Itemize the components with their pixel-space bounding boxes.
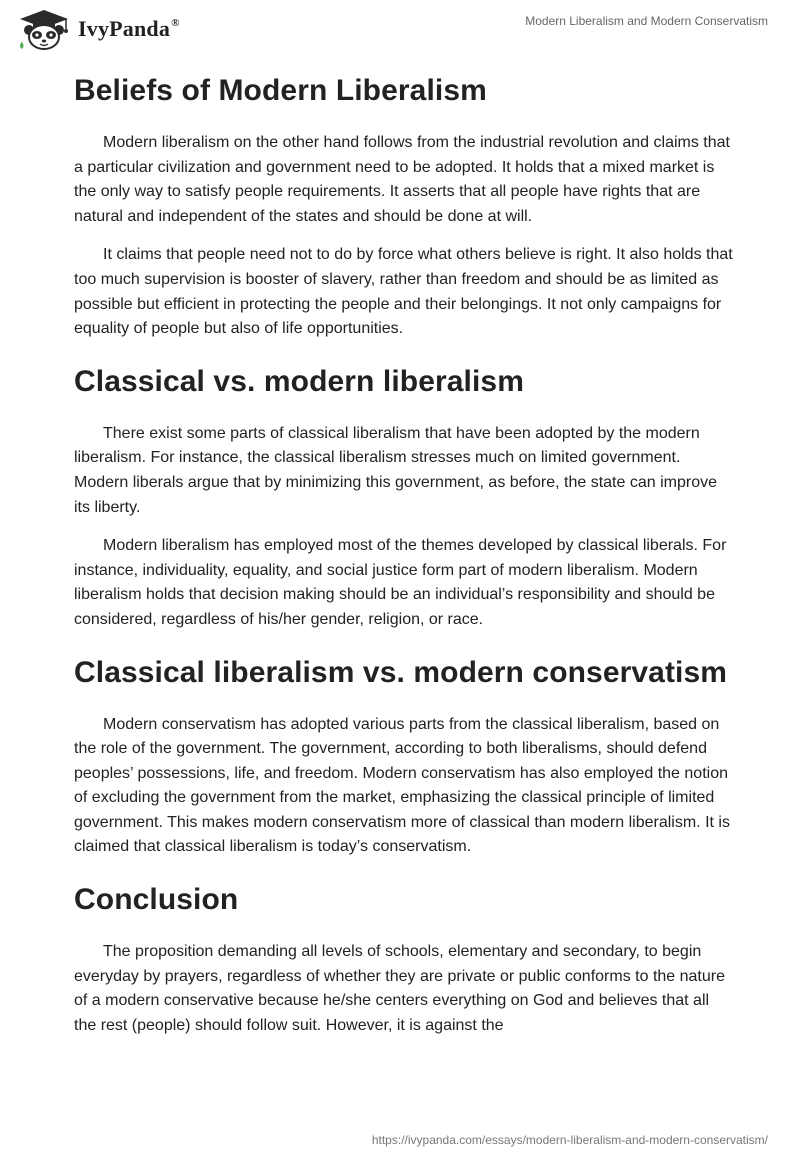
brand-name: IvyPanda® bbox=[78, 16, 180, 41]
section-heading: Classical liberalism vs. modern conservatism bbox=[74, 655, 728, 689]
document-title: Modern Liberalism and Modern Conservatism bbox=[525, 14, 768, 28]
source-url[interactable]: https://ivypanda.com/essays/modern-liberalism-and-modern-conservatism/ bbox=[371, 1133, 768, 1147]
paragraph: The proposition demanding all levels of schools, elementary and secondary, to begin everyday by prayers, regardless of whether they are private or public conforms to the nature of a modern conservative because he/she centers everything on God and believes that all the rest (people) should follow suit. However, it is against the bbox=[74, 943, 725, 1034]
paragraph: It claims that people need not to do by force what others believe is right. It also holds that too much supervision is booster of slavery, rather than freedom and should be as limited as possible but efficient in protecting the people and their belongings. It not only campaigns for equality of people but also of life opportunities. bbox=[74, 246, 733, 338]
paragraph: Modern conservatism has adopted various parts from the classical liberalism, based on the role of the government. The government, according to both liberalisms, should defend peoples’ possessions, life, and freedom. Modern conservatism has also employed the notion of excluding the government from the market, emphasizing the classical principle of limited government. This makes modern conservatism more of classical than modern liberalism. It is claimed that classical liberalism is today’s conservatism. bbox=[74, 715, 730, 856]
logo[interactable] bbox=[16, 8, 180, 50]
section-heading: Classical vs. modern liberalism bbox=[74, 364, 524, 398]
paragraph: There exist some parts of classical liberalism that have been adopted by the modern liberalism. For instance, the classical liberalism stresses much on limited government. Modern liberals argue that by minimizing this government, as before, the state can improve its liberty. bbox=[74, 424, 717, 516]
page-header bbox=[0, 0, 800, 60]
paragraph: Modern liberalism has employed most of the themes developed by classical liberals. For instance, individuality, equality, and social justice form part of modern liberalism. Modern liberalism holds that decision making should be an individual’s responsibility and should be considered, regardless of his/her gender, religion, or race. bbox=[74, 537, 727, 628]
section-heading: Beliefs of Modern Liberalism bbox=[74, 74, 487, 107]
paragraph: Modern liberalism on the other hand follows from the industrial revolution and claims that a particular civilization and government need to be adopted. It holds that a mixed market is the only way to satisfy people requirements. It asserts that all people have rights that are natural and independent of the states and should be done at will. bbox=[74, 134, 730, 225]
registered-mark: ® bbox=[171, 17, 180, 29]
essay-content bbox=[74, 72, 734, 1038]
panda-logo-icon bbox=[16, 8, 72, 50]
section-heading: Conclusion bbox=[74, 883, 239, 917]
